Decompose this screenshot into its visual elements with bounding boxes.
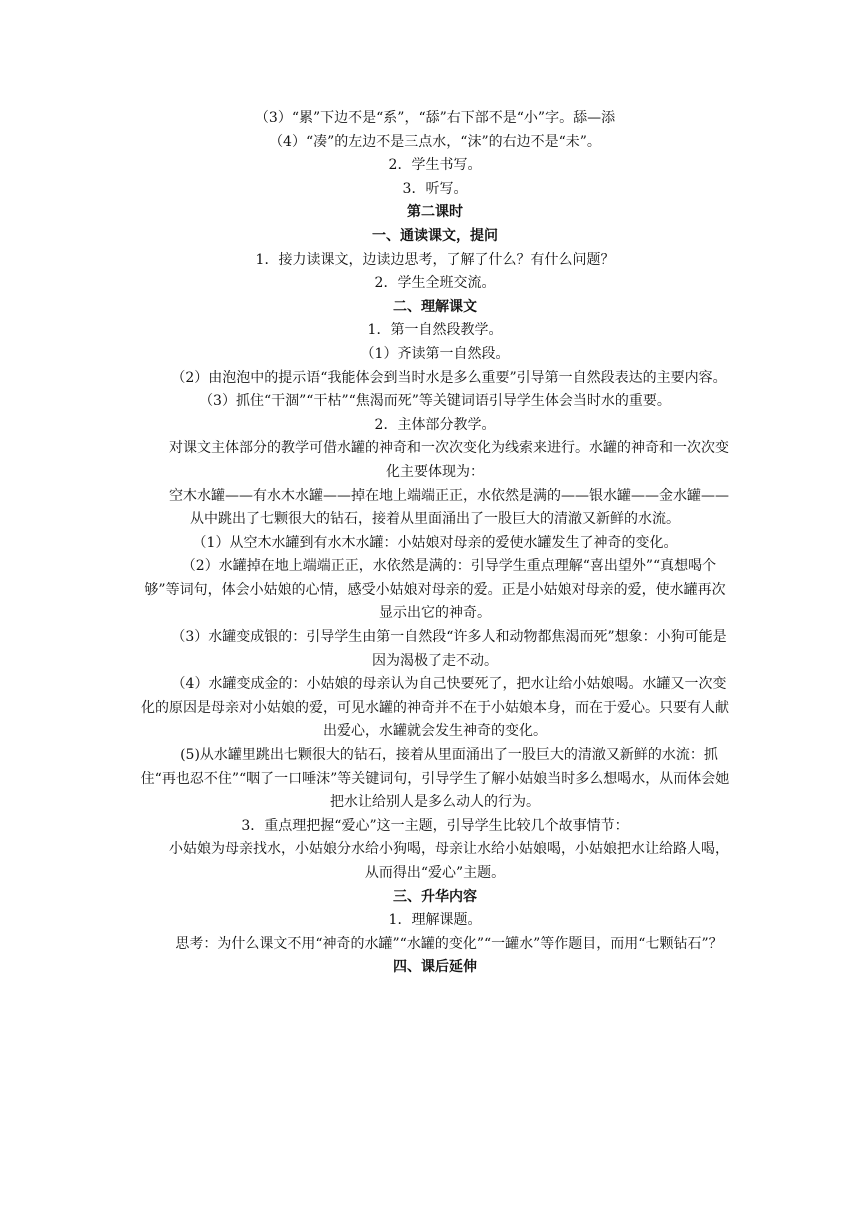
section-heading: 二、理解课文 [393, 298, 477, 315]
text-line: 2．学生全班交流。 [374, 275, 496, 292]
paragraph: 空木水罐——有水木水罐——掉在地上端端正正，水依然是满的——银水罐——金水罐——从中跳出了七颗很大的钻石，接着从里面涌出了一股巨大的清澈又新鲜的水流。 [169, 487, 729, 528]
section-heading: 三、升华内容 [393, 888, 477, 905]
paragraph: 对课文主体部分的教学可借水罐的神奇和一次次变化为线索来进行。水罐的神奇和一次次变化主要体现为： [169, 440, 729, 480]
text-line: （3）抓住“干涸”“干枯”“焦渴而死”等关键词语引导学生体会当时水的重要。 [199, 393, 671, 410]
paragraph: （3）水罐变成银的：引导学生由第一自然段“许多人和动物都焦渴而死”想象：小狗可能是因为渴极了走不动。 [171, 629, 727, 669]
text-line: 1．接力读课文，边读边思考，了解了什么？有什么问题？ [255, 251, 615, 268]
text-line: （1）从空木水罐到有水木水罐：小姑娘对母亲的爱使水罐发生了神奇的变化。 [192, 534, 678, 551]
lesson-title: 第二课时 [407, 204, 463, 221]
text-line: 1．第一自然段教学。 [367, 322, 503, 339]
paragraph: 思考：为什么课文不用“神奇的水罐”“水罐的变化”“一罐水”等作题目，而用“七颗钻石”？ [175, 935, 723, 952]
paragraph: （4）水罐变成金的：小姑娘的母亲认为自己快要死了，把水让给小姑娘喝。水罐又一次变化的原因是母亲对小姑娘的爱，可见水罐的神奇并不在于小姑娘本身，而在于爱心。只要有人献出爱心，水罐就会发生神奇的变化。 [141, 676, 729, 740]
document-page [140, 107, 730, 980]
paragraph: （2）水罐掉在地上端端正正，水依然是满的：引导学生重点理解“喜出望外”“真想喝个够”等词句，体会小姑娘的心情，感受小姑娘对母亲的爱。正是小姑娘对母亲的爱，使水罐再次显示出它的神奇。 [144, 558, 726, 622]
text-line: （4）“凑”的左边不是三点水，“沫”的右边不是“未”。 [269, 133, 601, 150]
section-heading: 四、课后延伸 [393, 959, 477, 976]
section-heading: 一、通读课文，提问 [372, 227, 498, 244]
paragraph: 小姑娘为母亲找水，小姑娘分水给小狗喝，母亲让水给小姑娘喝，小姑娘把水让给路人喝，从而得出“爱心”主题。 [169, 841, 729, 881]
text-line: （3）“累”下边不是“系”，“舔”右下部不是“小”字。舔—添 [254, 110, 616, 126]
text-line: 1．理解课题。 [388, 912, 482, 929]
paragraph: （2）由泡泡中的提示语“我能体会到当时水是多么重要”引导第一自然段表达的主要内容。 [171, 369, 727, 386]
text-line: 2．主体部分教学。 [374, 416, 496, 433]
text-line: 3．重点理把握“爱心”这一主题，引导学生比较几个故事情节： [241, 817, 629, 834]
text-line: 3．听写。 [402, 180, 468, 197]
text-line: 2．学生书写。 [388, 157, 482, 174]
paragraph: (5)从水罐里跳出七颗很大的钻石，接着从里面涌出了一股巨大的清澈又新鲜的水流：抓住“再也忍不住”“咽了一口唾沫”等关键词句，引导学生了解小姑娘当时多么想喝水，从而体会她把水让给别人是多么动人的行为。 [140, 747, 730, 811]
text-line: （1）齐读第一自然段。 [360, 345, 510, 362]
